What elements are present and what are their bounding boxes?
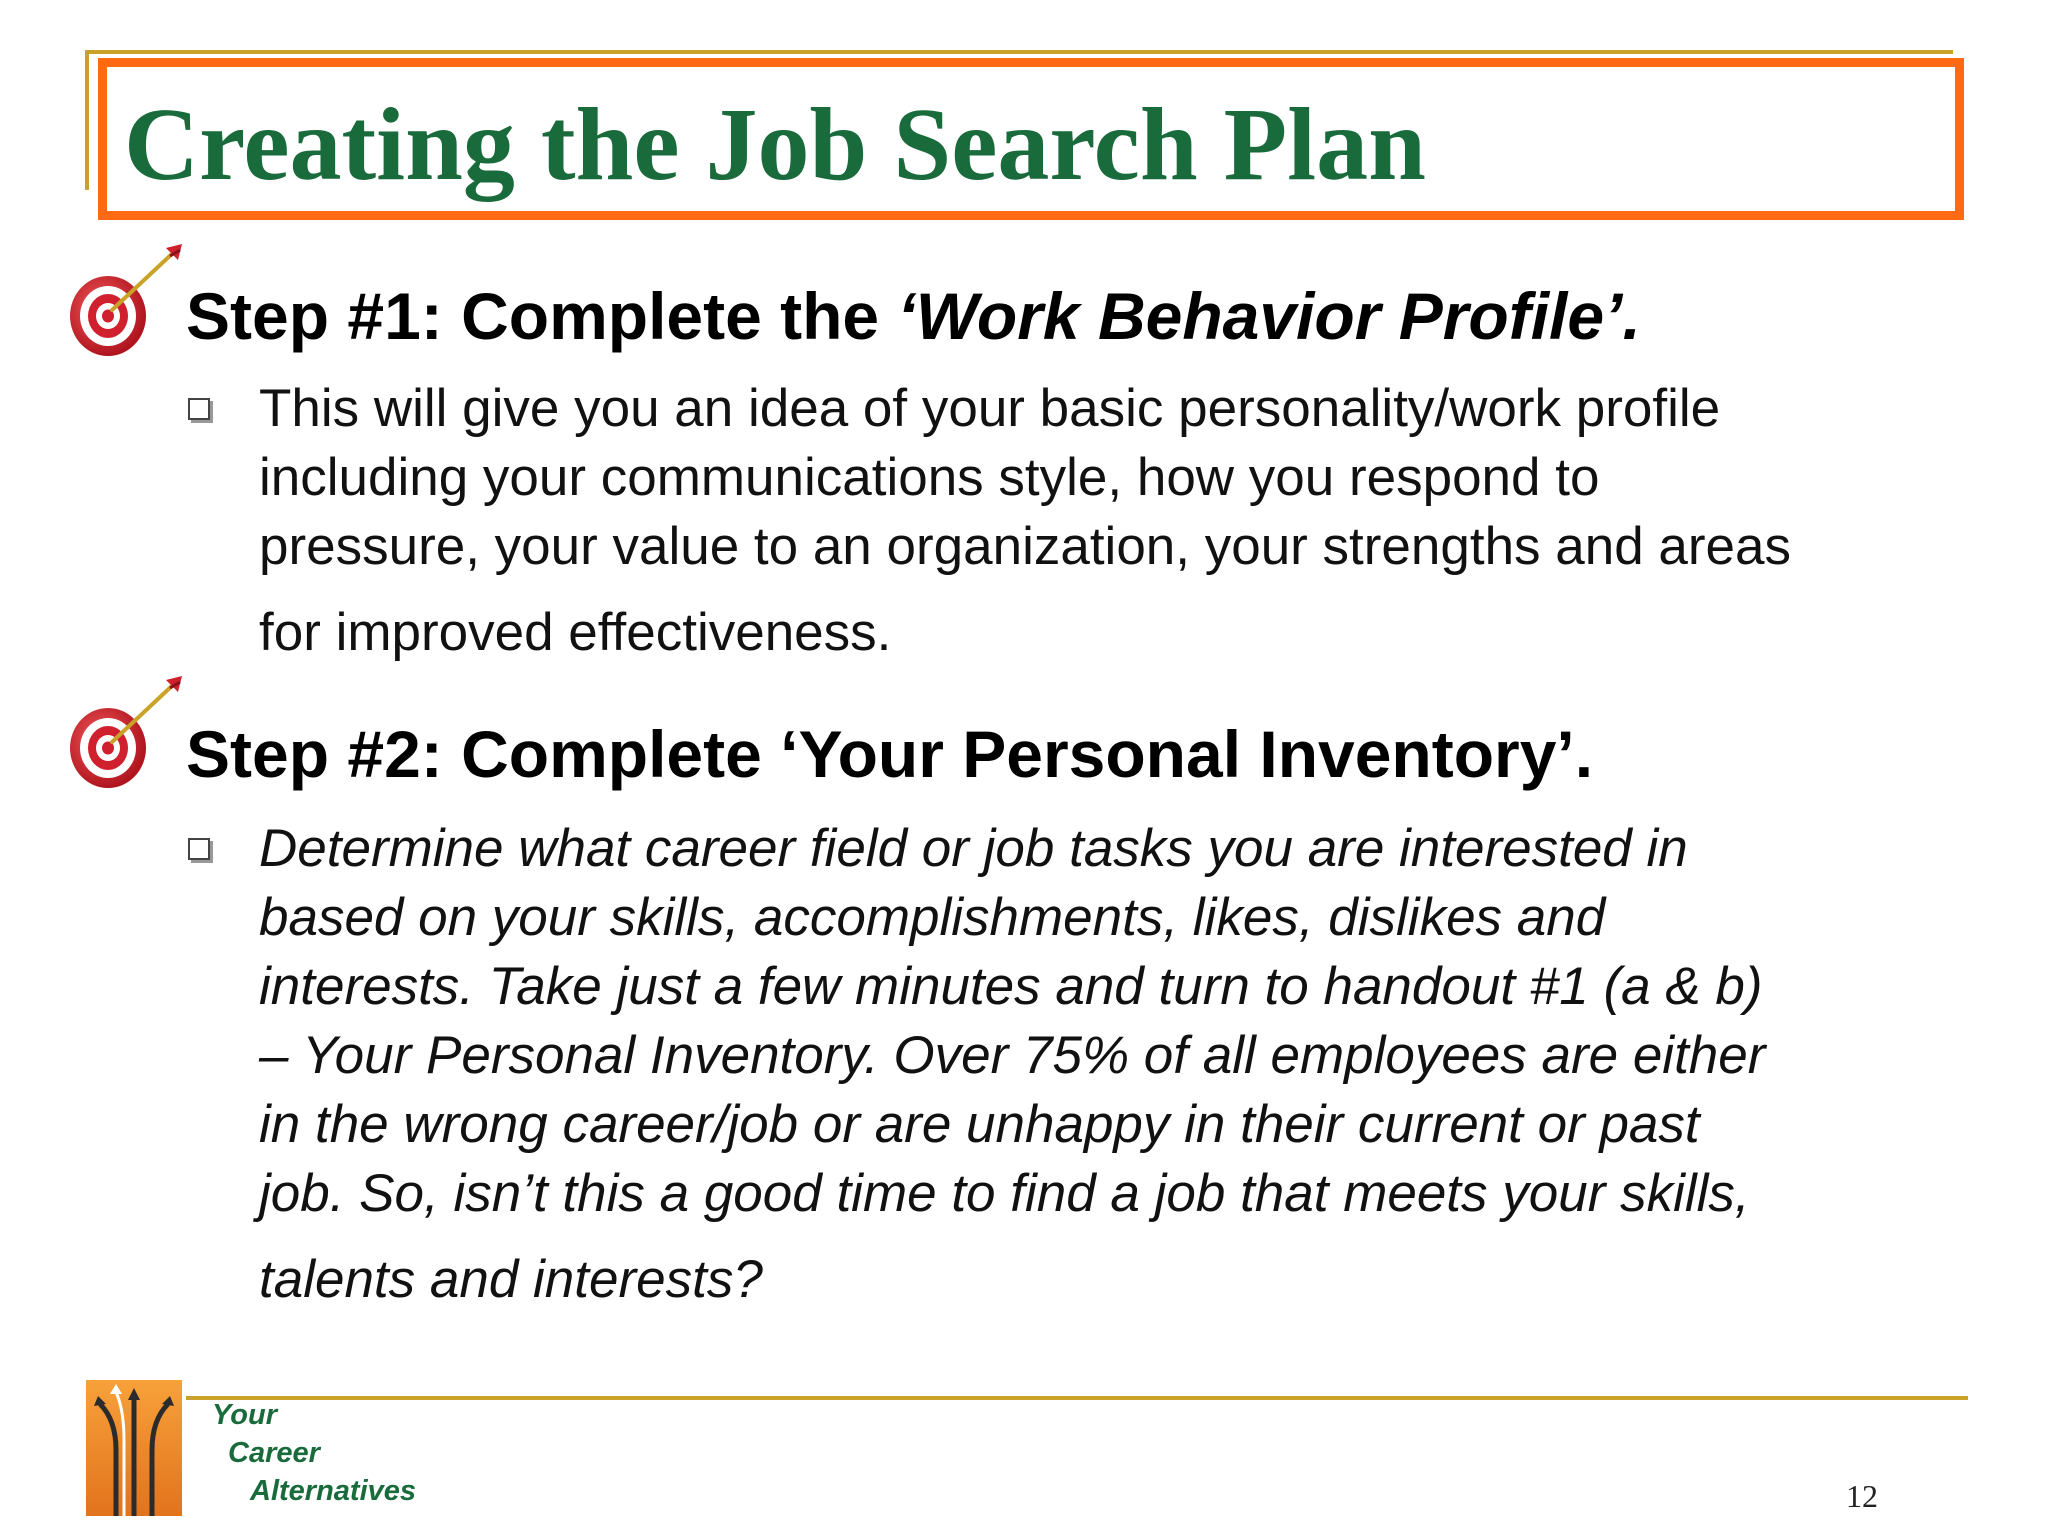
step-1-line: pressure, your value to an organization, your strengths and areas bbox=[259, 517, 1792, 576]
logo-text-line: Your bbox=[212, 1399, 277, 1431]
slide-title: Creating the Job Search Plan bbox=[124, 87, 1426, 202]
step-2-line: interests. Take just a few minutes and turn to handout #1 (a & b) bbox=[259, 957, 1763, 1016]
step-1-heading bbox=[186, 276, 1641, 356]
branching-arrows-logo bbox=[86, 1380, 182, 1516]
step-2-description bbox=[259, 814, 1959, 1314]
step-2-line: based on your skills, accomplishments, likes, dislikes and bbox=[259, 888, 1606, 947]
step-2-heading: Step #2: Complete ‘Your Personal Inventory’. bbox=[186, 717, 1594, 791]
square-bullet-icon bbox=[188, 398, 210, 420]
page-number: 12 bbox=[1846, 1478, 1878, 1514]
step-1-line: including your communications style, how you respond to bbox=[259, 448, 1600, 507]
step-2-line: – Your Personal Inventory. Over 75% of all employees are either bbox=[259, 1026, 1766, 1085]
target-with-dart-icon bbox=[66, 244, 186, 364]
step-1-heading-prefix: Step #1: Complete the bbox=[186, 279, 898, 353]
target-with-dart-icon bbox=[66, 676, 186, 796]
step-2-line: talents and interests? bbox=[259, 1250, 763, 1309]
step-1-line: This will give you an idea of your basic personality/work profile bbox=[259, 379, 1721, 438]
title-gold-rule-left bbox=[85, 50, 89, 190]
logo-text-line: Alternatives bbox=[250, 1475, 417, 1507]
footer-gold-rule bbox=[186, 1396, 1968, 1400]
step-2-line: Determine what career field or job tasks you are interested in bbox=[259, 819, 1688, 878]
step-2-line: job. So, isn’t this a good time to find a job that meets your skills, bbox=[259, 1164, 1750, 1223]
step-1-heading-emphasis: ‘Work Behavior Profile’. bbox=[897, 279, 1641, 353]
step-1-description bbox=[259, 374, 1959, 667]
title-gold-rule-top bbox=[85, 50, 1953, 54]
logo-text-line: Career bbox=[228, 1437, 320, 1469]
square-bullet-icon bbox=[188, 838, 210, 860]
step-1-line: for improved effectiveness. bbox=[259, 603, 892, 662]
step-2-line: in the wrong career/job or are unhappy in their current or past bbox=[259, 1095, 1700, 1154]
